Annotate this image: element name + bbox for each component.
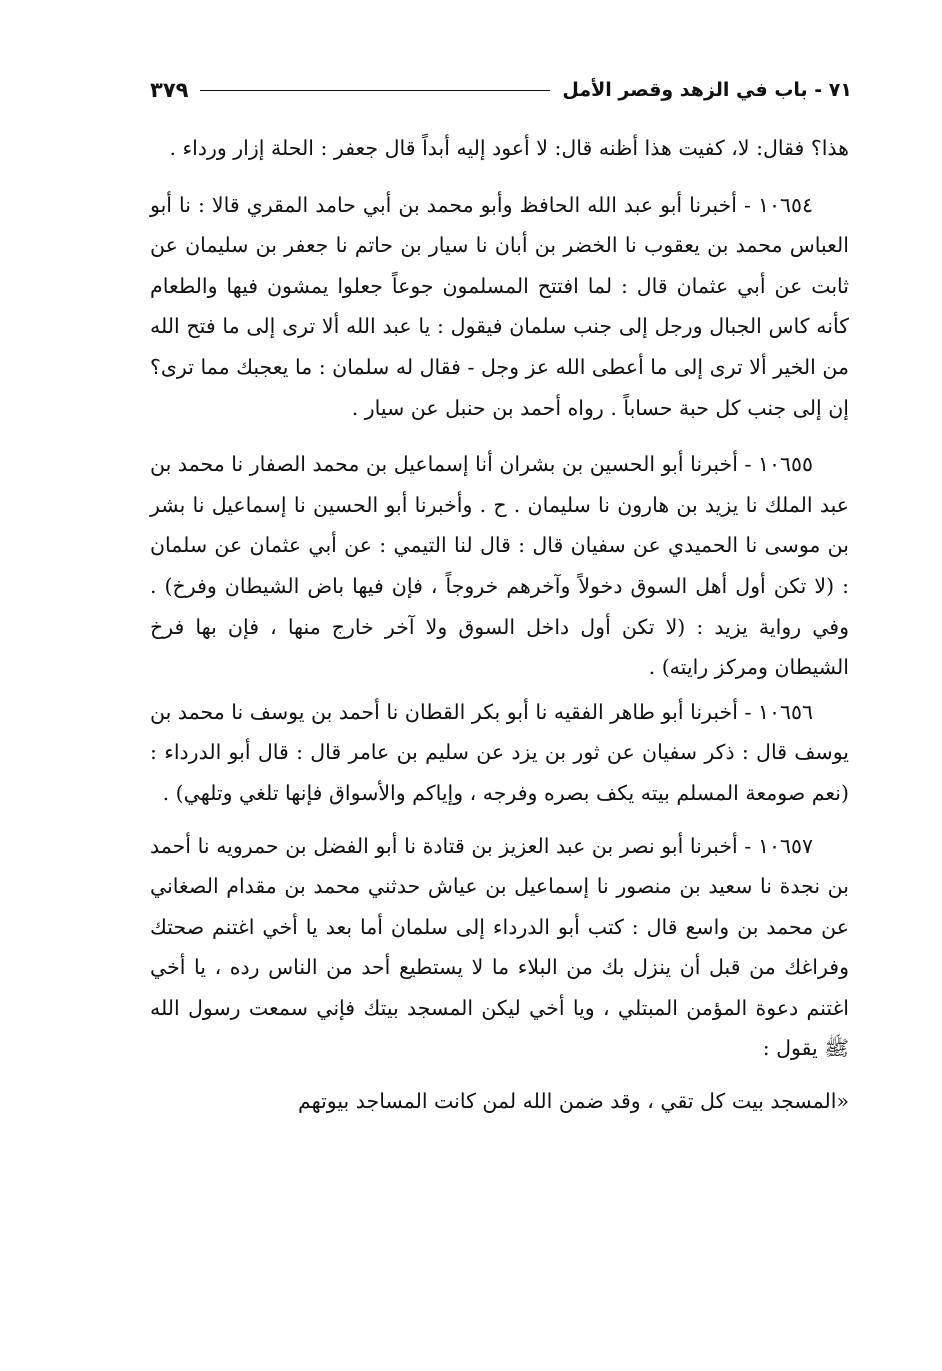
page-number: ٣٧٩ xyxy=(150,78,189,102)
page-body xyxy=(150,128,849,1122)
chapter-title: ٧١ - باب في الزهد وقصر الأمل xyxy=(562,79,852,101)
paragraph-continuation: هذا؟ فقال: لا، كفيت هذا أظنه قال: لا أعود إليه أبداً قال جعفر : الحلة إزار ورداء . xyxy=(169,136,849,160)
running-header xyxy=(150,70,852,110)
hadith-10656: ١٠٦٥٦ - أخبرنا أبو طاهر الفقيه نا أبو بكر القطان نا أحمد بن يوسف نا محمد بن يوسف قال : ذكر سفيان عن ثور بن يزد عن سليم بن عامر قال : قال أبو الدرداء : (نعم صومعة المسلم بيته يكف بصره وفرجه ، وإياكم والأسواق فإنها تلغي وتلهي) . xyxy=(150,699,849,805)
hadith-10654: ١٠٦٥٤ - أخبرنا أبو عبد الله الحافظ وأبو محمد بن أبي حامد المقري قالا : نا أبو العباس محمد بن يعقوب نا الخضر بن أبان نا سيار بن حاتم نا جعفر بن سليمان عن ثابت عن أبي عثمان قال : لما افتتح المسلمون جوعاً جعلوا يمشون فيها والطعام كأنه كاس الجبال ورجل إلى جنب سلمان فيقول : يا عبد الله ألا ترى إلى ما فتح الله من الخير ألا ترى إلى ما أعطى الله عز وجل - فقال له سلمان : ما يعجبك مما ترى؟ إن إلى جنب كل حبة حساباً . رواه أحمد بن حنبل عن سيار . xyxy=(150,192,849,420)
hadith-10655: ١٠٦٥٥ - أخبرنا أبو الحسين بن بشران أنا إسماعيل بن محمد الصفار نا محمد بن عبد الملك نا يزيد بن هارون نا سليمان . ح . وأخبرنا أبو الحسين نا إسماعيل نا بشر بن موسى نا الحميدي عن سفيان قال : قال لنا التيمي : عن أبي عثمان عن سلمان : (لا تكن أول أهل السوق دخولاً وآخرهم خروجاً ، فإن فيها باض الشيطان وفرخ) . وفي رواية يزيد : (لا تكن أول داخل السوق ولا آخر خارج منها ، فإن بها فرخ الشيطان ومركز رايته) . xyxy=(150,452,849,680)
hadith-quote: «المسجد بيت كل تقي ، وقد ضمن الله لمن كانت المساجد بيوتهم xyxy=(297,1089,849,1114)
hadith-10657: ١٠٦٥٧ - أخبرنا أبو نصر بن عبد العزيز بن قتادة نا أبو الفضل بن حمرويه نا أحمد بن نجدة نا سعيد بن منصور نا إسماعيل بن عياش حدثني محمد بن مقدام الصغاني عن محمد بن واسع قال : كتب أبو الدرداء إلى سلمان أما بعد يا أخي اغتنم صحتك وفراغك من قبل أن ينزل بك من البلاء ما لا يستطيع أحد من الناس رده ، يا أخي اغتنم دعوة المؤمن المبتلي ، ويا أخي ليكن المسجد بيتك فإني سمعت رسول الله ﷺ يقول : xyxy=(150,833,849,1061)
header-rule xyxy=(200,90,550,91)
